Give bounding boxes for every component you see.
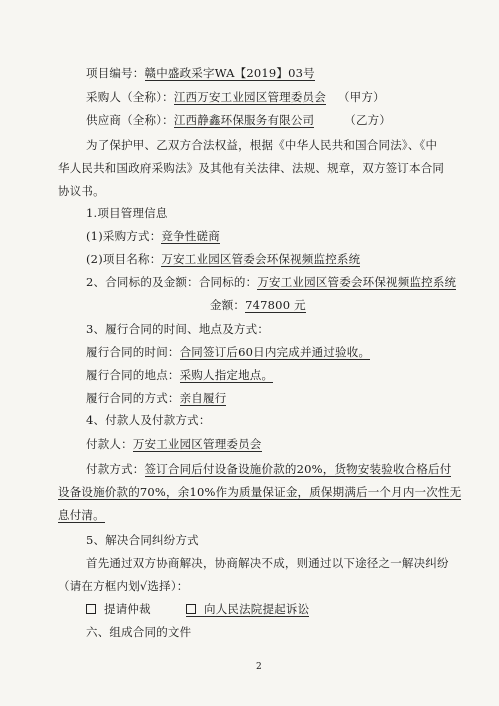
payer-value: 万安工业园区管理委员会 [132, 437, 262, 451]
performance-place-value: 采购人指定地点。 [179, 368, 274, 382]
procurement-method-line [86, 229, 220, 243]
section-5-title: 5、解决合同纠纷方式 [86, 533, 199, 547]
section-4-title: 4、付款人及付款方式： [86, 413, 211, 427]
intro-line-3: 协议书。 [58, 184, 105, 198]
dispute-text-1: 首先通过双方协商解决，协商解决不成，则通过以下途径之一解决纠纷 [86, 556, 449, 570]
buyer-role: （甲方） [337, 90, 385, 104]
performance-place-label: 履行合同的地点： [86, 368, 180, 382]
project-number-label: 项目编号： [86, 66, 145, 80]
intro-line-2: 华人民共和国政府采购法》及其他有关法律、法规、规章，双方签订本合同 [58, 161, 445, 175]
litigation-option [186, 602, 309, 616]
buyer-label: 采购人（全称）： [86, 90, 174, 104]
performance-way-label: 履行合同的方式： [86, 391, 180, 405]
supplier-line [86, 113, 391, 127]
supplier-role: （乙方） [344, 113, 392, 127]
arbitration-option [86, 602, 151, 616]
contract-amount-label: 金额： [210, 298, 246, 312]
arbitration-label: 提请仲裁 [104, 602, 151, 616]
supplier-label: 供应商（全称）： [86, 113, 174, 127]
performance-way-value: 亲自履行 [179, 391, 227, 405]
payment-way-value-2: 设备设施价款的70%，余10%作为质量保证金，质保期满后一个月内一次性无 [58, 485, 462, 499]
contract-subject-line [86, 275, 456, 289]
litigation-underline [186, 602, 309, 617]
procurement-method-label: (1)采购方式： [86, 229, 162, 243]
performance-time-line [86, 345, 370, 359]
intro-line-1: 为了保护甲、乙双方合法权益，根据《中华人民共和国合同法》、《中 [86, 138, 438, 152]
project-name-label: (2)项目名称： [86, 252, 162, 266]
buyer-line [86, 90, 385, 104]
payer-line [86, 437, 262, 451]
page-number: 2 [256, 662, 262, 672]
section-3-title: 3、履行合同的时间、地点及方式： [86, 322, 270, 336]
project-number-value: 赣中盛政采字WA【2019】03号 [144, 66, 315, 80]
section-1-title: 1.项目管理信息 [86, 206, 168, 220]
contract-subject-value: 万安工业园区管委会环保视频监控系统 [257, 275, 457, 289]
payment-way-label: 付款方式： [86, 462, 145, 476]
payment-way-value-3: 息付清。 [58, 508, 105, 522]
project-name-line [86, 252, 360, 266]
litigation-checkbox [186, 604, 196, 614]
payment-way-line-2 [58, 485, 461, 499]
performance-time-label: 履行合同的时间： [86, 345, 180, 359]
arbitration-checkbox [86, 604, 96, 614]
payment-way-line-3 [58, 508, 105, 522]
performance-place-line [86, 368, 273, 382]
procurement-method-value: 竞争性磋商 [161, 229, 220, 243]
performance-time-value: 合同签订后60日内完成并通过验收。 [179, 345, 371, 359]
project-name-value: 万安工业园区管委会环保视频监控系统 [161, 252, 361, 266]
contract-amount-value: 747800 元 [245, 298, 306, 312]
supplier-value: 江西静鑫环保服务有限公司 [173, 113, 315, 127]
payment-way-value-1: 签订合同后付设备设施价款的20%，货物安装验收合格后付 [144, 462, 452, 476]
contract-amount-line [210, 298, 306, 312]
section-6-title: 六、组成合同的文件 [86, 625, 192, 639]
litigation-label: 向人民法院提起诉讼 [204, 602, 310, 616]
project-number-line [86, 66, 315, 80]
dispute-text-2: （请在方框内划√选择）： [58, 579, 189, 593]
contract-subject-label: 2、合同标的及金额：合同标的： [86, 275, 258, 289]
payment-way-line-1 [86, 462, 451, 476]
performance-way-line [86, 391, 226, 405]
payer-label: 付款人： [86, 437, 133, 451]
buyer-value: 江西万安工业园区管理委员会 [173, 90, 326, 104]
